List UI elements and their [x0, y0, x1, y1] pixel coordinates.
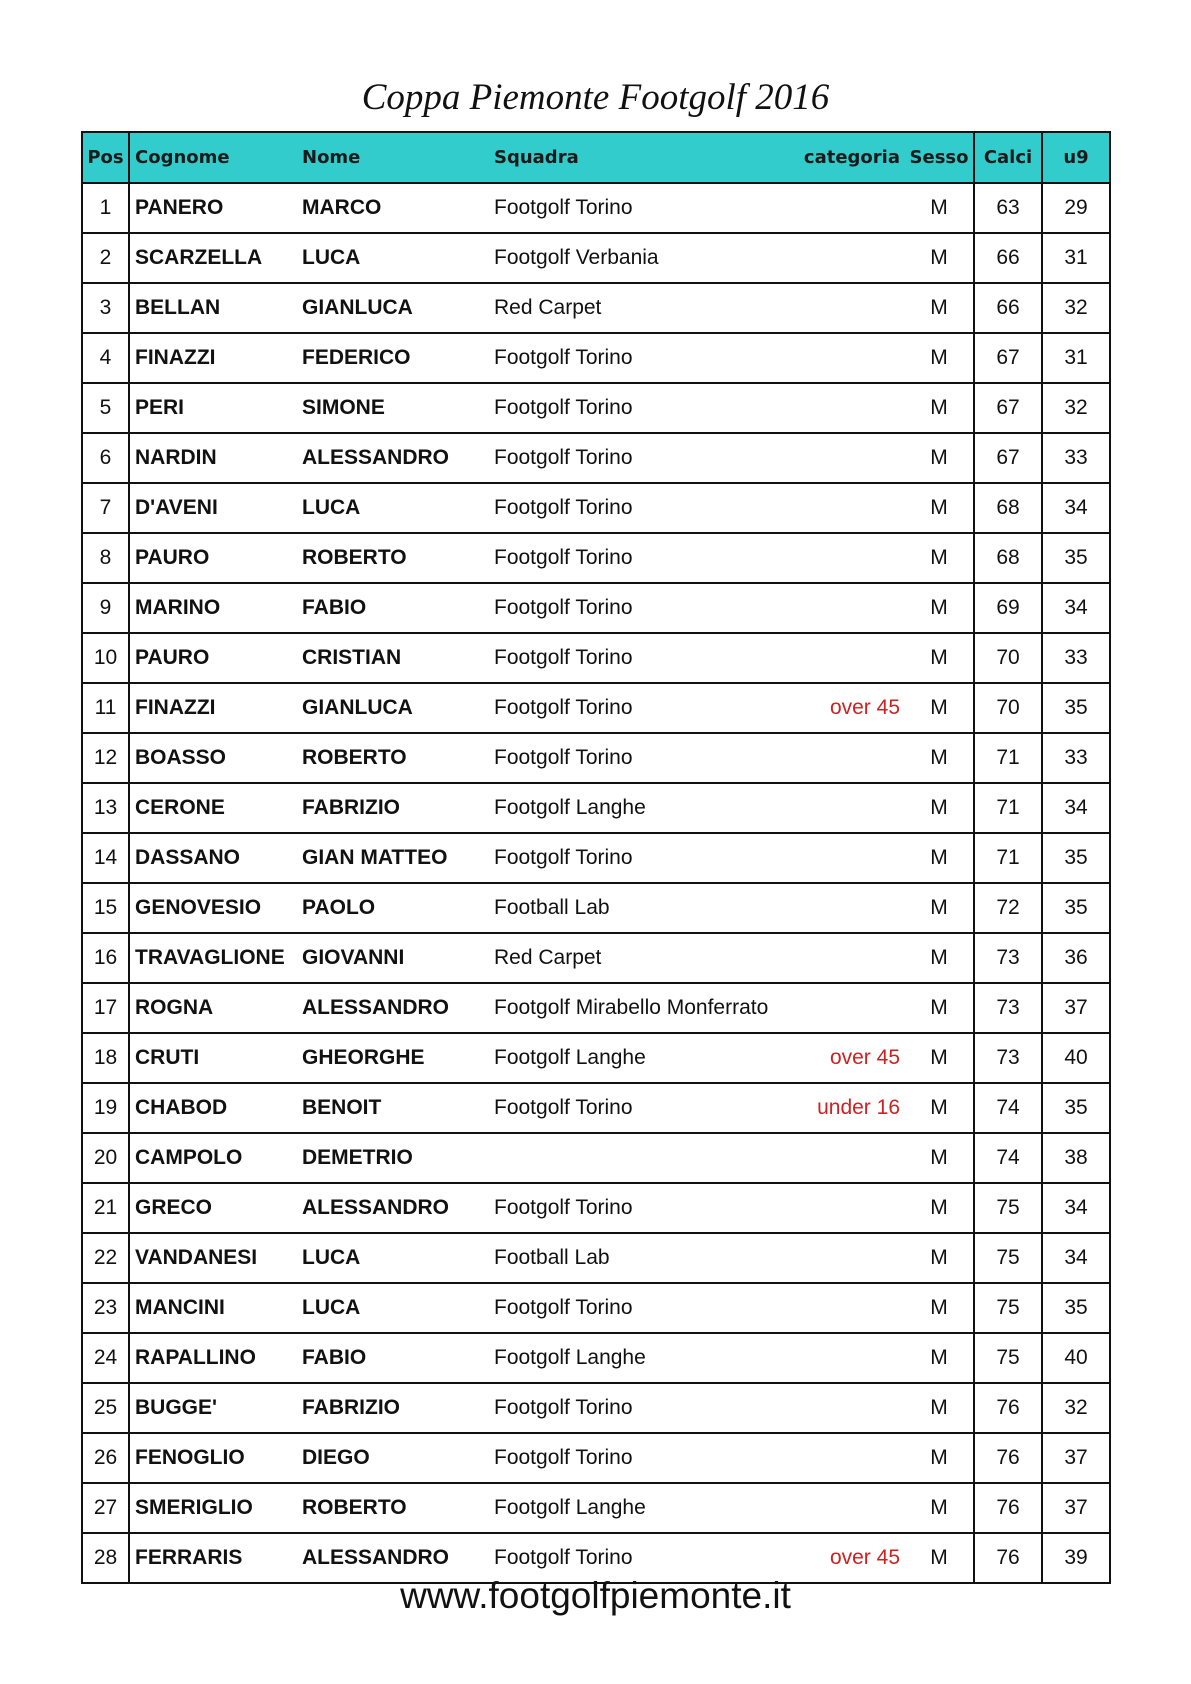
u9-cell: 36: [1042, 933, 1110, 983]
sesso-cell: M: [905, 433, 974, 483]
calci-cell: 68: [974, 533, 1042, 583]
categoria-cell: [801, 583, 905, 633]
u9-cell: 35: [1042, 883, 1110, 933]
u9-cell: 40: [1042, 1033, 1110, 1083]
u9-cell: 38: [1042, 1133, 1110, 1183]
pos-cell: 19: [82, 1083, 129, 1133]
calci-cell: 63: [974, 183, 1042, 233]
squadra-cell: Footgolf Torino: [494, 733, 801, 783]
nome-cell: DIEGO: [302, 1433, 494, 1483]
categoria-cell: [801, 283, 905, 333]
cognome-cell: BUGGE': [129, 1383, 302, 1433]
categoria-cell: [801, 1333, 905, 1383]
header-nome: Nome: [302, 132, 494, 183]
sesso-cell: M: [905, 683, 974, 733]
cognome-cell: PAURO: [129, 633, 302, 683]
squadra-cell: Footgolf Langhe: [494, 1333, 801, 1383]
calci-cell: 71: [974, 833, 1042, 883]
sesso-cell: M: [905, 283, 974, 333]
pos-cell: 18: [82, 1033, 129, 1083]
pos-cell: 17: [82, 983, 129, 1033]
cognome-cell: TRAVAGLIONE: [129, 933, 302, 983]
calci-cell: 75: [974, 1233, 1042, 1283]
sesso-cell: M: [905, 933, 974, 983]
squadra-cell: Footgolf Torino: [494, 583, 801, 633]
squadra-cell: Footgolf Torino: [494, 1433, 801, 1483]
cognome-cell: RAPALLINO: [129, 1333, 302, 1383]
squadra-cell: Footgolf Torino: [494, 483, 801, 533]
table-row: [82, 1483, 1110, 1533]
squadra-cell: Footgolf Langhe: [494, 1033, 801, 1083]
squadra-cell: Footgolf Torino: [494, 1533, 801, 1583]
table-row: [82, 1333, 1110, 1383]
squadra-cell: Footgolf Mirabello Monferrato: [494, 983, 801, 1033]
categoria-cell: [801, 483, 905, 533]
nome-cell: DEMETRIO: [302, 1133, 494, 1183]
calci-cell: 67: [974, 383, 1042, 433]
nome-cell: ROBERTO: [302, 533, 494, 583]
squadra-cell: Footgolf Torino: [494, 533, 801, 583]
pos-cell: 21: [82, 1183, 129, 1233]
cognome-cell: NARDIN: [129, 433, 302, 483]
sesso-cell: M: [905, 233, 974, 283]
nome-cell: GIAN MATTEO: [302, 833, 494, 883]
calci-cell: 76: [974, 1533, 1042, 1583]
sesso-cell: M: [905, 1533, 974, 1583]
squadra-cell: Footgolf Torino: [494, 1383, 801, 1433]
squadra-cell: Footgolf Torino: [494, 833, 801, 883]
table-row: [82, 1233, 1110, 1283]
pos-cell: 9: [82, 583, 129, 633]
squadra-cell: Football Lab: [494, 883, 801, 933]
calci-cell: 76: [974, 1383, 1042, 1433]
calci-cell: 66: [974, 283, 1042, 333]
nome-cell: FABRIZIO: [302, 783, 494, 833]
nome-cell: FABIO: [302, 583, 494, 633]
u9-cell: 35: [1042, 533, 1110, 583]
categoria-cell: [801, 733, 905, 783]
pos-cell: 12: [82, 733, 129, 783]
calci-cell: 69: [974, 583, 1042, 633]
categoria-cell: [801, 1483, 905, 1533]
categoria-cell: under 16: [801, 1083, 905, 1133]
u9-cell: 33: [1042, 433, 1110, 483]
squadra-cell: Footgolf Torino: [494, 1083, 801, 1133]
u9-cell: 37: [1042, 983, 1110, 1033]
squadra-cell: Footgolf Verbania: [494, 233, 801, 283]
cognome-cell: MANCINI: [129, 1283, 302, 1333]
cognome-cell: SCARZELLA: [129, 233, 302, 283]
nome-cell: BENOIT: [302, 1083, 494, 1133]
cognome-cell: FERRARIS: [129, 1533, 302, 1583]
sesso-cell: M: [905, 1133, 974, 1183]
nome-cell: GIANLUCA: [302, 683, 494, 733]
cognome-cell: VANDANESI: [129, 1233, 302, 1283]
table-row: [82, 483, 1110, 533]
cognome-cell: PAURO: [129, 533, 302, 583]
sesso-cell: M: [905, 1233, 974, 1283]
sesso-cell: M: [905, 1033, 974, 1083]
nome-cell: LUCA: [302, 233, 494, 283]
squadra-cell: Football Lab: [494, 1233, 801, 1283]
table-row: [82, 1183, 1110, 1233]
squadra-cell: Footgolf Torino: [494, 433, 801, 483]
nome-cell: LUCA: [302, 1233, 494, 1283]
calci-cell: 67: [974, 333, 1042, 383]
table-row: [82, 1133, 1110, 1183]
header-sesso: Sesso: [905, 132, 974, 183]
squadra-cell: Footgolf Torino: [494, 1183, 801, 1233]
u9-cell: 34: [1042, 1183, 1110, 1233]
cognome-cell: BOASSO: [129, 733, 302, 783]
calci-cell: 71: [974, 783, 1042, 833]
pos-cell: 11: [82, 683, 129, 733]
cognome-cell: SMERIGLIO: [129, 1483, 302, 1533]
table-row: [82, 283, 1110, 333]
squadra-cell: Footgolf Langhe: [494, 783, 801, 833]
pos-cell: 20: [82, 1133, 129, 1183]
categoria-cell: [801, 1383, 905, 1433]
pos-cell: 6: [82, 433, 129, 483]
pos-cell: 24: [82, 1333, 129, 1383]
calci-cell: 75: [974, 1333, 1042, 1383]
calci-cell: 74: [974, 1133, 1042, 1183]
pos-cell: 2: [82, 233, 129, 283]
categoria-cell: [801, 433, 905, 483]
table-row: [82, 883, 1110, 933]
squadra-cell: Footgolf Torino: [494, 333, 801, 383]
nome-cell: GIOVANNI: [302, 933, 494, 983]
squadra-cell: Red Carpet: [494, 283, 801, 333]
u9-cell: 32: [1042, 1383, 1110, 1433]
categoria-cell: over 45: [801, 1533, 905, 1583]
squadra-cell: Footgolf Torino: [494, 1283, 801, 1333]
sesso-cell: M: [905, 633, 974, 683]
calci-cell: 66: [974, 233, 1042, 283]
calci-cell: 71: [974, 733, 1042, 783]
header-u9: u9: [1042, 132, 1110, 183]
sesso-cell: M: [905, 483, 974, 533]
u9-cell: 40: [1042, 1333, 1110, 1383]
sesso-cell: M: [905, 783, 974, 833]
pos-cell: 1: [82, 183, 129, 233]
header-squadra: Squadra: [494, 132, 801, 183]
cognome-cell: CRUTI: [129, 1033, 302, 1083]
categoria-cell: [801, 183, 905, 233]
cognome-cell: GENOVESIO: [129, 883, 302, 933]
cognome-cell: ROGNA: [129, 983, 302, 1033]
u9-cell: 34: [1042, 583, 1110, 633]
u9-cell: 37: [1042, 1483, 1110, 1533]
sesso-cell: M: [905, 183, 974, 233]
nome-cell: ROBERTO: [302, 1483, 494, 1533]
table-row: [82, 1283, 1110, 1333]
calci-cell: 72: [974, 883, 1042, 933]
u9-cell: 34: [1042, 783, 1110, 833]
sesso-cell: M: [905, 883, 974, 933]
calci-cell: 73: [974, 933, 1042, 983]
categoria-cell: [801, 233, 905, 283]
table-row: [82, 933, 1110, 983]
cognome-cell: CHABOD: [129, 1083, 302, 1133]
categoria-cell: [801, 383, 905, 433]
calci-cell: 76: [974, 1483, 1042, 1533]
cognome-cell: PANERO: [129, 183, 302, 233]
cognome-cell: FINAZZI: [129, 333, 302, 383]
squadra-cell: Footgolf Torino: [494, 633, 801, 683]
u9-cell: 31: [1042, 333, 1110, 383]
pos-cell: 7: [82, 483, 129, 533]
table-row: [82, 833, 1110, 883]
sesso-cell: M: [905, 1433, 974, 1483]
cognome-cell: GRECO: [129, 1183, 302, 1233]
table-row: [82, 983, 1110, 1033]
nome-cell: CRISTIAN: [302, 633, 494, 683]
table-row: [82, 1433, 1110, 1483]
pos-cell: 27: [82, 1483, 129, 1533]
squadra-cell: Red Carpet: [494, 933, 801, 983]
sesso-cell: M: [905, 533, 974, 583]
categoria-cell: [801, 333, 905, 383]
calci-cell: 76: [974, 1433, 1042, 1483]
u9-cell: 35: [1042, 1083, 1110, 1133]
table-row: [82, 433, 1110, 483]
calci-cell: 73: [974, 1033, 1042, 1083]
calci-cell: 70: [974, 633, 1042, 683]
sesso-cell: M: [905, 983, 974, 1033]
sesso-cell: M: [905, 583, 974, 633]
u9-cell: 35: [1042, 1283, 1110, 1333]
categoria-cell: [801, 1183, 905, 1233]
calci-cell: 75: [974, 1283, 1042, 1333]
nome-cell: SIMONE: [302, 383, 494, 433]
cognome-cell: FINAZZI: [129, 683, 302, 733]
categoria-cell: [801, 833, 905, 883]
cognome-cell: CERONE: [129, 783, 302, 833]
pos-cell: 14: [82, 833, 129, 883]
categoria-cell: [801, 783, 905, 833]
sesso-cell: M: [905, 1333, 974, 1383]
standings-table: [81, 131, 1111, 1584]
categoria-cell: [801, 883, 905, 933]
table-row: [82, 633, 1110, 683]
u9-cell: 33: [1042, 633, 1110, 683]
pos-cell: 13: [82, 783, 129, 833]
categoria-cell: [801, 1133, 905, 1183]
pos-cell: 8: [82, 533, 129, 583]
table-row: [82, 383, 1110, 433]
sesso-cell: M: [905, 833, 974, 883]
calci-cell: 74: [974, 1083, 1042, 1133]
nome-cell: ALESSANDRO: [302, 983, 494, 1033]
table-row: [82, 1383, 1110, 1433]
calci-cell: 70: [974, 683, 1042, 733]
pos-cell: 10: [82, 633, 129, 683]
squadra-cell: Footgolf Torino: [494, 183, 801, 233]
pos-cell: 22: [82, 1233, 129, 1283]
categoria-cell: [801, 633, 905, 683]
cognome-cell: D'AVENI: [129, 483, 302, 533]
nome-cell: LUCA: [302, 1283, 494, 1333]
categoria-cell: [801, 1433, 905, 1483]
sesso-cell: M: [905, 1083, 974, 1133]
pos-cell: 23: [82, 1283, 129, 1333]
pos-cell: 16: [82, 933, 129, 983]
squadra-cell: Footgolf Torino: [494, 383, 801, 433]
u9-cell: 35: [1042, 833, 1110, 883]
cognome-cell: PERI: [129, 383, 302, 433]
nome-cell: ALESSANDRO: [302, 1183, 494, 1233]
table-row: [82, 583, 1110, 633]
categoria-cell: over 45: [801, 683, 905, 733]
table-row: [82, 1033, 1110, 1083]
sesso-cell: M: [905, 733, 974, 783]
calci-cell: 73: [974, 983, 1042, 1033]
calci-cell: 67: [974, 433, 1042, 483]
nome-cell: FABRIZIO: [302, 1383, 494, 1433]
u9-cell: 34: [1042, 1233, 1110, 1283]
categoria-cell: [801, 983, 905, 1033]
squadra-cell: [494, 1133, 801, 1183]
sesso-cell: M: [905, 1383, 974, 1433]
nome-cell: FABIO: [302, 1333, 494, 1383]
pos-cell: 4: [82, 333, 129, 383]
table-header-row: [82, 132, 1110, 183]
nome-cell: LUCA: [302, 483, 494, 533]
site-url: www.footgolfpiemonte.it: [400, 1575, 791, 1616]
nome-cell: ROBERTO: [302, 733, 494, 783]
table-row: [82, 1083, 1110, 1133]
pos-cell: 26: [82, 1433, 129, 1483]
pos-cell: 5: [82, 383, 129, 433]
u9-cell: 31: [1042, 233, 1110, 283]
cognome-cell: FENOGLIO: [129, 1433, 302, 1483]
calci-cell: 75: [974, 1183, 1042, 1233]
categoria-cell: [801, 933, 905, 983]
header-calci: Calci: [974, 132, 1042, 183]
table-row: [82, 533, 1110, 583]
nome-cell: FEDERICO: [302, 333, 494, 383]
nome-cell: ALESSANDRO: [302, 433, 494, 483]
table-row: [82, 233, 1110, 283]
u9-cell: 32: [1042, 383, 1110, 433]
u9-cell: 33: [1042, 733, 1110, 783]
nome-cell: ALESSANDRO: [302, 1533, 494, 1583]
table-row: [82, 333, 1110, 383]
squadra-cell: Footgolf Langhe: [494, 1483, 801, 1533]
sesso-cell: M: [905, 1283, 974, 1333]
u9-cell: 39: [1042, 1533, 1110, 1583]
page-title: Coppa Piemonte Footgolf 2016: [361, 77, 830, 118]
cognome-cell: CAMPOLO: [129, 1133, 302, 1183]
nome-cell: MARCO: [302, 183, 494, 233]
cognome-cell: MARINO: [129, 583, 302, 633]
pos-cell: 28: [82, 1533, 129, 1583]
nome-cell: GHEORGHE: [302, 1033, 494, 1083]
nome-cell: GIANLUCA: [302, 283, 494, 333]
u9-cell: 29: [1042, 183, 1110, 233]
sesso-cell: M: [905, 1183, 974, 1233]
table-row: [82, 783, 1110, 833]
u9-cell: 37: [1042, 1433, 1110, 1483]
pos-cell: 3: [82, 283, 129, 333]
sesso-cell: M: [905, 1483, 974, 1533]
pos-cell: 15: [82, 883, 129, 933]
table-row: [82, 183, 1110, 233]
categoria-cell: [801, 1233, 905, 1283]
table-row: [82, 683, 1110, 733]
header-cognome: Cognome: [129, 132, 302, 183]
u9-cell: 35: [1042, 683, 1110, 733]
categoria-cell: [801, 1283, 905, 1333]
squadra-cell: Footgolf Torino: [494, 683, 801, 733]
u9-cell: 34: [1042, 483, 1110, 533]
header-pos: Pos: [82, 132, 129, 183]
table-row: [82, 733, 1110, 783]
cognome-cell: BELLAN: [129, 283, 302, 333]
sesso-cell: M: [905, 383, 974, 433]
sesso-cell: M: [905, 333, 974, 383]
cognome-cell: DASSANO: [129, 833, 302, 883]
u9-cell: 32: [1042, 283, 1110, 333]
nome-cell: PAOLO: [302, 883, 494, 933]
categoria-cell: [801, 533, 905, 583]
pos-cell: 25: [82, 1383, 129, 1433]
calci-cell: 68: [974, 483, 1042, 533]
categoria-cell: over 45: [801, 1033, 905, 1083]
header-categoria: categoria: [801, 132, 905, 183]
table-body: [82, 183, 1110, 1583]
